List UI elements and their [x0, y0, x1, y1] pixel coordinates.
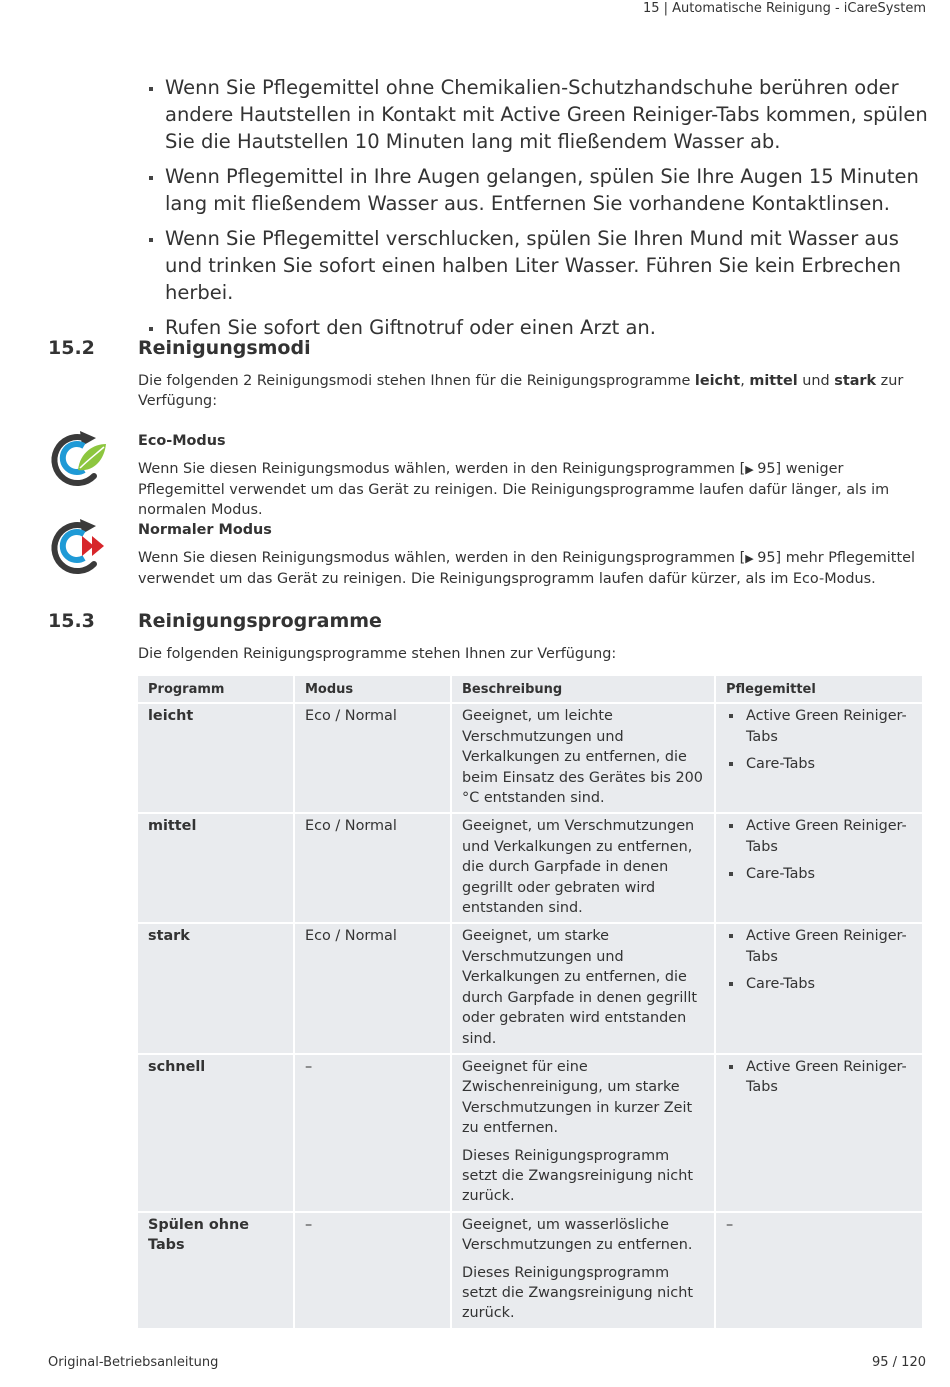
- safety-bullet-list: [146, 74, 936, 349]
- table-row: [138, 924, 922, 1052]
- column-header: Beschreibung: [452, 676, 714, 702]
- section-title: Reinigungsprogramme: [138, 610, 382, 632]
- care-item: Active Green Reiniger-Tabs: [726, 816, 912, 857]
- safety-bullet: Rufen Sie sofort den Giftnotruf oder einen Arzt an.: [146, 314, 936, 341]
- mode-cell: Eco / Normal: [295, 704, 450, 812]
- page-header: 15 | Automatische Reinigung - iCareSystem: [642, 1, 926, 16]
- normal-mode-text: Wenn Sie diesen Reinigungsmodus wählen, werden in den Reinigungsprogrammen [▶ 95] mehr Pflegemittel verwendet um das Gerät zu reinigen. Die Reinigungsprogramm laufen dafür kürzer, als im Eco-Modus.: [138, 550, 915, 587]
- program-cell: Spülen ohne Tabs: [138, 1213, 293, 1328]
- program-cell: schnell: [138, 1055, 293, 1211]
- section-intro: Die folgenden Reinigungsprogramme stehen Ihnen zur Verfügung:: [138, 646, 617, 662]
- table-row: [138, 1055, 922, 1211]
- mode-cell: Eco / Normal: [295, 924, 450, 1052]
- page-reference-link[interactable]: 95: [757, 550, 776, 566]
- care-item: Care-Tabs: [726, 974, 912, 994]
- column-header: Modus: [295, 676, 450, 702]
- care-cell: –: [716, 1213, 922, 1328]
- section-number: 15.3: [48, 610, 95, 632]
- eco-mode-icon: [44, 430, 110, 488]
- normal-mode-icon: [44, 518, 110, 576]
- description-cell: Geeignet, um leichte Verschmutzungen und Verkalkungen zu entfernen, die beim Einsatz des Gerätes bis 200 °C entstanden sind.: [452, 704, 714, 812]
- safety-bullet: Wenn Pflegemittel in Ihre Augen gelangen, spülen Sie Ihre Augen 15 Minuten lang mit fließendem Wasser aus. Entfernen Sie vorhandene Kontaktlinsen.: [146, 163, 936, 217]
- programs-table: [136, 674, 924, 1330]
- description-cell: Geeignet, um starke Verschmutzungen und Verkalkungen zu entfernen, die durch Garpfade in denen gegrillt oder gebraten wird entstanden sind.: [452, 924, 714, 1052]
- footer-page-number: 95 / 120: [872, 1355, 926, 1370]
- mode-cell: –: [295, 1055, 450, 1211]
- description-cell: Geeignet, um wasserlösliche Verschmutzungen zu entfernen. Dieses Reinigungsprogramm setzt die Zwangsreinigung nicht zurück.: [452, 1213, 714, 1328]
- eco-mode-text: Wenn Sie diesen Reinigungsmodus wählen, werden in den Reinigungsprogrammen [▶ 95] weniger Pflegemittel verwendet um das Gerät zu reinigen. Die Reinigungsprogramme laufen dafür länger, als im normalen Modus.: [138, 461, 890, 518]
- mode-cell: Eco / Normal: [295, 814, 450, 922]
- normal-mode-block: [138, 520, 928, 589]
- description-cell: Geeignet für eine Zwischenreinigung, um starke Verschmutzungen in kurzer Zeit zu entfernen. Dieses Reinigungsprogramm setzt die Zwangsreinigung nicht zurück.: [452, 1055, 714, 1211]
- column-header: Programm: [138, 676, 293, 702]
- program-cell: leicht: [138, 704, 293, 812]
- care-cell: [716, 814, 922, 922]
- care-cell: [716, 1055, 922, 1211]
- care-item: Active Green Reiniger-Tabs: [726, 926, 912, 967]
- care-item: Active Green Reiniger-Tabs: [726, 1057, 912, 1098]
- table-header-row: [138, 676, 922, 702]
- care-item: Active Green Reiniger-Tabs: [726, 706, 912, 747]
- table-row: [138, 704, 922, 812]
- footer-document-title: Original-Betriebsanleitung: [48, 1355, 219, 1370]
- care-item: Care-Tabs: [726, 864, 912, 884]
- link-arrow-icon: ▶: [745, 463, 758, 476]
- link-arrow-icon: ▶: [745, 552, 758, 565]
- program-cell: mittel: [138, 814, 293, 922]
- description-cell: Geeignet, um Verschmutzungen und Verkalkungen zu entfernen, die durch Garpfade in denen gegrillt oder gebraten wird entstanden sind.: [452, 814, 714, 922]
- section-number: 15.2: [48, 337, 95, 359]
- program-cell: stark: [138, 924, 293, 1052]
- normal-mode-title: Normaler Modus: [138, 522, 272, 538]
- mode-cell: –: [295, 1213, 450, 1328]
- care-cell: [716, 924, 922, 1052]
- eco-mode-block: [138, 431, 928, 520]
- eco-mode-title: Eco-Modus: [138, 433, 226, 449]
- column-header: Pflegemittel: [716, 676, 922, 702]
- care-cell: [716, 704, 922, 812]
- safety-bullet: Wenn Sie Pflegemittel verschlucken, spülen Sie Ihren Mund mit Wasser aus und trinken Sie sofort einen halben Liter Wasser. Führen Sie kein Erbrechen herbei.: [146, 225, 936, 306]
- safety-bullet: Wenn Sie Pflegemittel ohne Chemikalien-Schutzhandschuhe berühren oder andere Hautstellen in Kontakt mit Active Green Reiniger-Tabs kommen, spülen Sie die Hautstellen 10 Minuten lang mit fließendem Wasser ab.: [146, 74, 936, 155]
- page-reference-link[interactable]: 95: [757, 461, 776, 477]
- section-title: Reinigungsmodi: [138, 337, 311, 359]
- care-item: Care-Tabs: [726, 754, 912, 774]
- section-intro: Die folgenden 2 Reinigungsmodi stehen Ihnen für die Reinigungsprogramme leicht, mittel und stark zur Verfügung:: [138, 373, 904, 409]
- table-row: [138, 814, 922, 922]
- table-row: [138, 1213, 922, 1328]
